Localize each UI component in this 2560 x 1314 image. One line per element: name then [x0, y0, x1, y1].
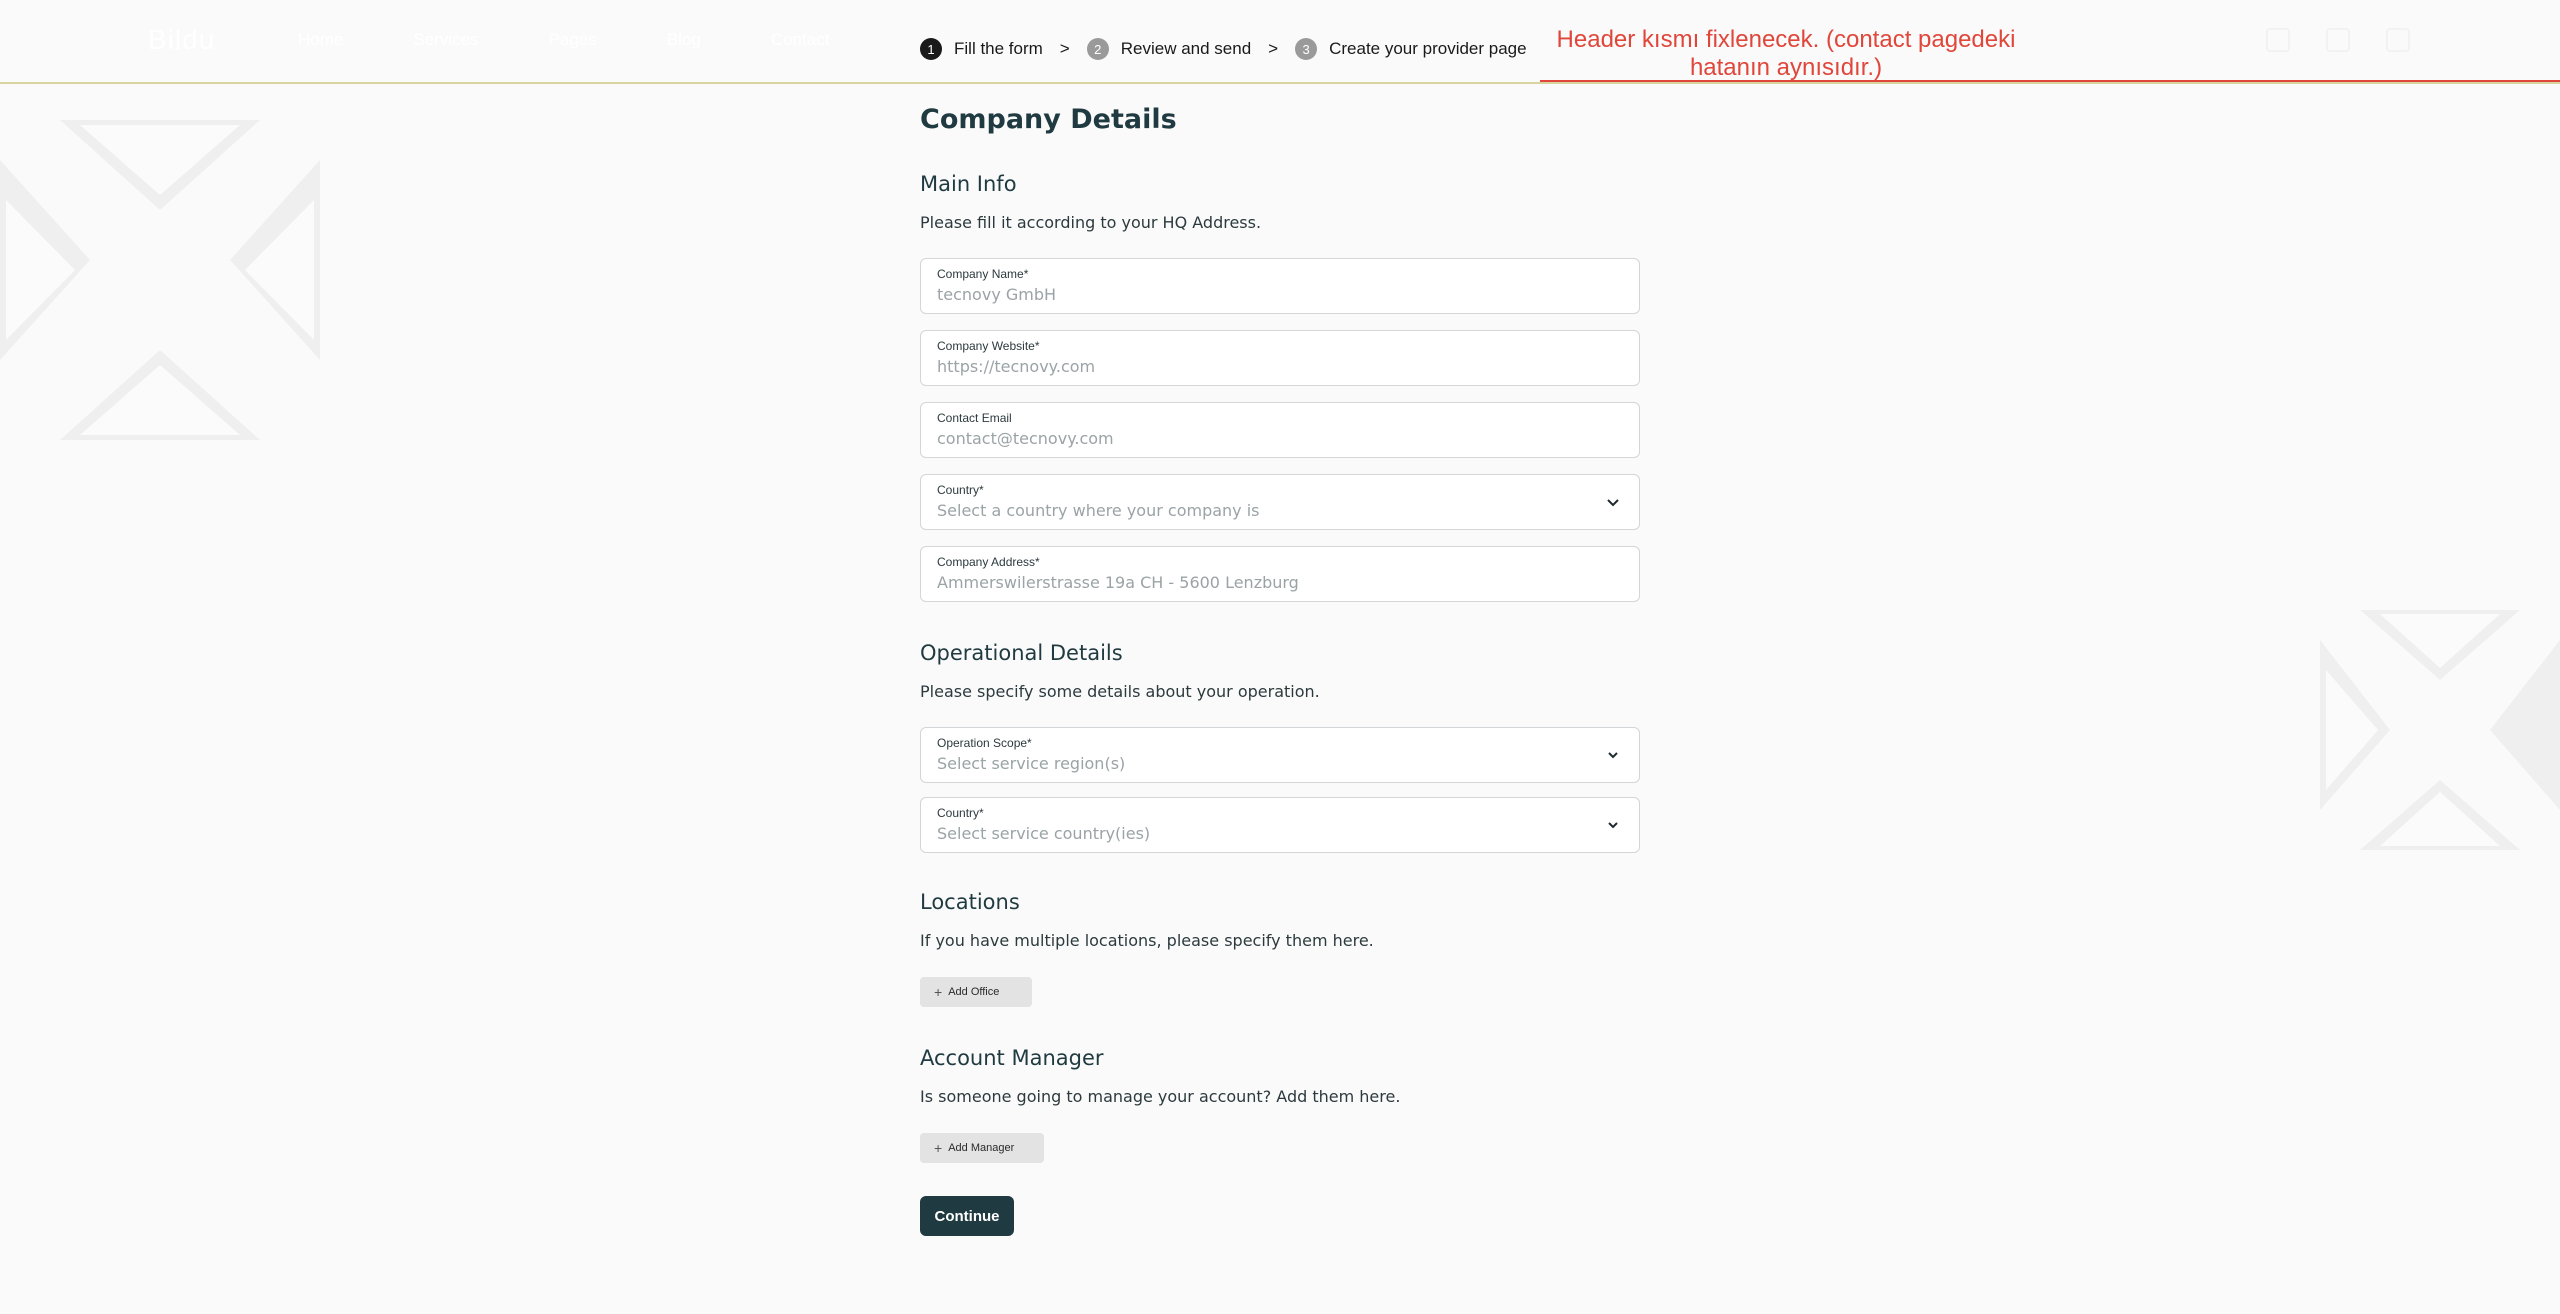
form-stepper — [920, 38, 1527, 60]
main-info-description: Please fill it according to your HQ Address. — [920, 213, 1262, 232]
field-label: Operation Scope* — [937, 736, 1032, 750]
company-address-field[interactable] — [920, 546, 1640, 602]
operation-scope-select[interactable] — [920, 727, 1640, 783]
logo[interactable]: Bildu — [148, 24, 216, 55]
search-icon[interactable] — [2266, 28, 2290, 52]
step-1-number: 1 — [920, 38, 942, 60]
add-manager-label: Add Manager — [948, 1142, 1015, 1154]
add-office-label: Add Office — [948, 986, 1000, 998]
nav-item-services[interactable]: Services — [413, 30, 479, 49]
decorative-x-left — [0, 120, 320, 440]
add-manager-button[interactable] — [920, 1133, 1044, 1163]
field-placeholder: Select service country(ies) — [937, 824, 1151, 843]
cart-icon[interactable] — [2326, 28, 2350, 52]
field-placeholder: Ammerswilerstrasse 19a CH - 5600 Lenzburg — [937, 573, 1299, 592]
chevron-down-icon — [1605, 494, 1621, 514]
header-icons — [2266, 28, 2410, 52]
decorative-x-right — [2320, 610, 2560, 850]
locations-title: Locations — [920, 890, 1020, 914]
field-placeholder: https://tecnovy.com — [937, 357, 1096, 376]
plus-icon: + — [934, 1140, 943, 1156]
operational-title: Operational Details — [920, 641, 1123, 665]
operational-description: Please specify some details about your operation. — [920, 682, 1320, 701]
step-3-number: 3 — [1295, 38, 1317, 60]
chevron-down-icon — [1605, 747, 1621, 767]
chevron-down-icon — [1605, 817, 1621, 837]
step-separator: > — [1059, 39, 1070, 58]
add-office-button[interactable] — [920, 977, 1032, 1007]
account-manager-description: Is someone going to manage your account? Add them here. — [920, 1087, 1401, 1106]
contact-email-field[interactable] — [920, 402, 1640, 458]
field-placeholder: Select service region(s) — [937, 754, 1126, 773]
field-label: Company Website* — [937, 339, 1040, 353]
step-separator: > — [1268, 39, 1279, 58]
field-label: Contact Email — [937, 411, 1012, 425]
main-info-title: Main Info — [920, 172, 1017, 196]
main-nav — [298, 30, 829, 50]
nav-item-blog[interactable]: Blog — [666, 30, 701, 49]
plus-icon: + — [934, 984, 943, 1000]
service-country-select[interactable] — [920, 797, 1640, 853]
field-label: Company Address* — [937, 555, 1040, 569]
country-select[interactable] — [920, 474, 1640, 530]
user-icon[interactable] — [2386, 28, 2410, 52]
field-placeholder: Select a country where your company is — [937, 501, 1260, 520]
step-1 — [920, 38, 1043, 60]
step-2 — [1087, 38, 1251, 60]
field-placeholder: contact@tecnovy.com — [937, 429, 1114, 448]
step-2-label: Review and send — [1120, 39, 1252, 58]
review-annotation: Header kısmı fixlenecek. (contact pagedeki hatanın aynısıdır.) — [1556, 26, 2016, 81]
step-2-number: 2 — [1087, 38, 1109, 60]
field-label: Country* — [937, 483, 984, 497]
company-name-field[interactable] — [920, 258, 1640, 314]
step-1-label: Fill the form — [954, 39, 1043, 58]
continue-button[interactable]: Continue — [920, 1196, 1014, 1236]
company-website-field[interactable] — [920, 330, 1640, 386]
nav-item-contact[interactable]: Contact — [770, 30, 830, 49]
field-placeholder: tecnovy GmbH — [937, 285, 1057, 304]
page-title: Company Details — [920, 104, 1177, 135]
nav-item-pages[interactable]: Pages — [548, 30, 597, 49]
step-3 — [1295, 38, 1527, 60]
nav-item-home[interactable]: Home — [298, 30, 344, 49]
step-3-label: Create your provider page — [1329, 39, 1527, 58]
locations-description: If you have multiple locations, please specify them here. — [920, 931, 1374, 950]
field-label: Country* — [937, 806, 984, 820]
account-manager-title: Account Manager — [920, 1046, 1104, 1070]
field-label: Company Name* — [937, 267, 1029, 281]
